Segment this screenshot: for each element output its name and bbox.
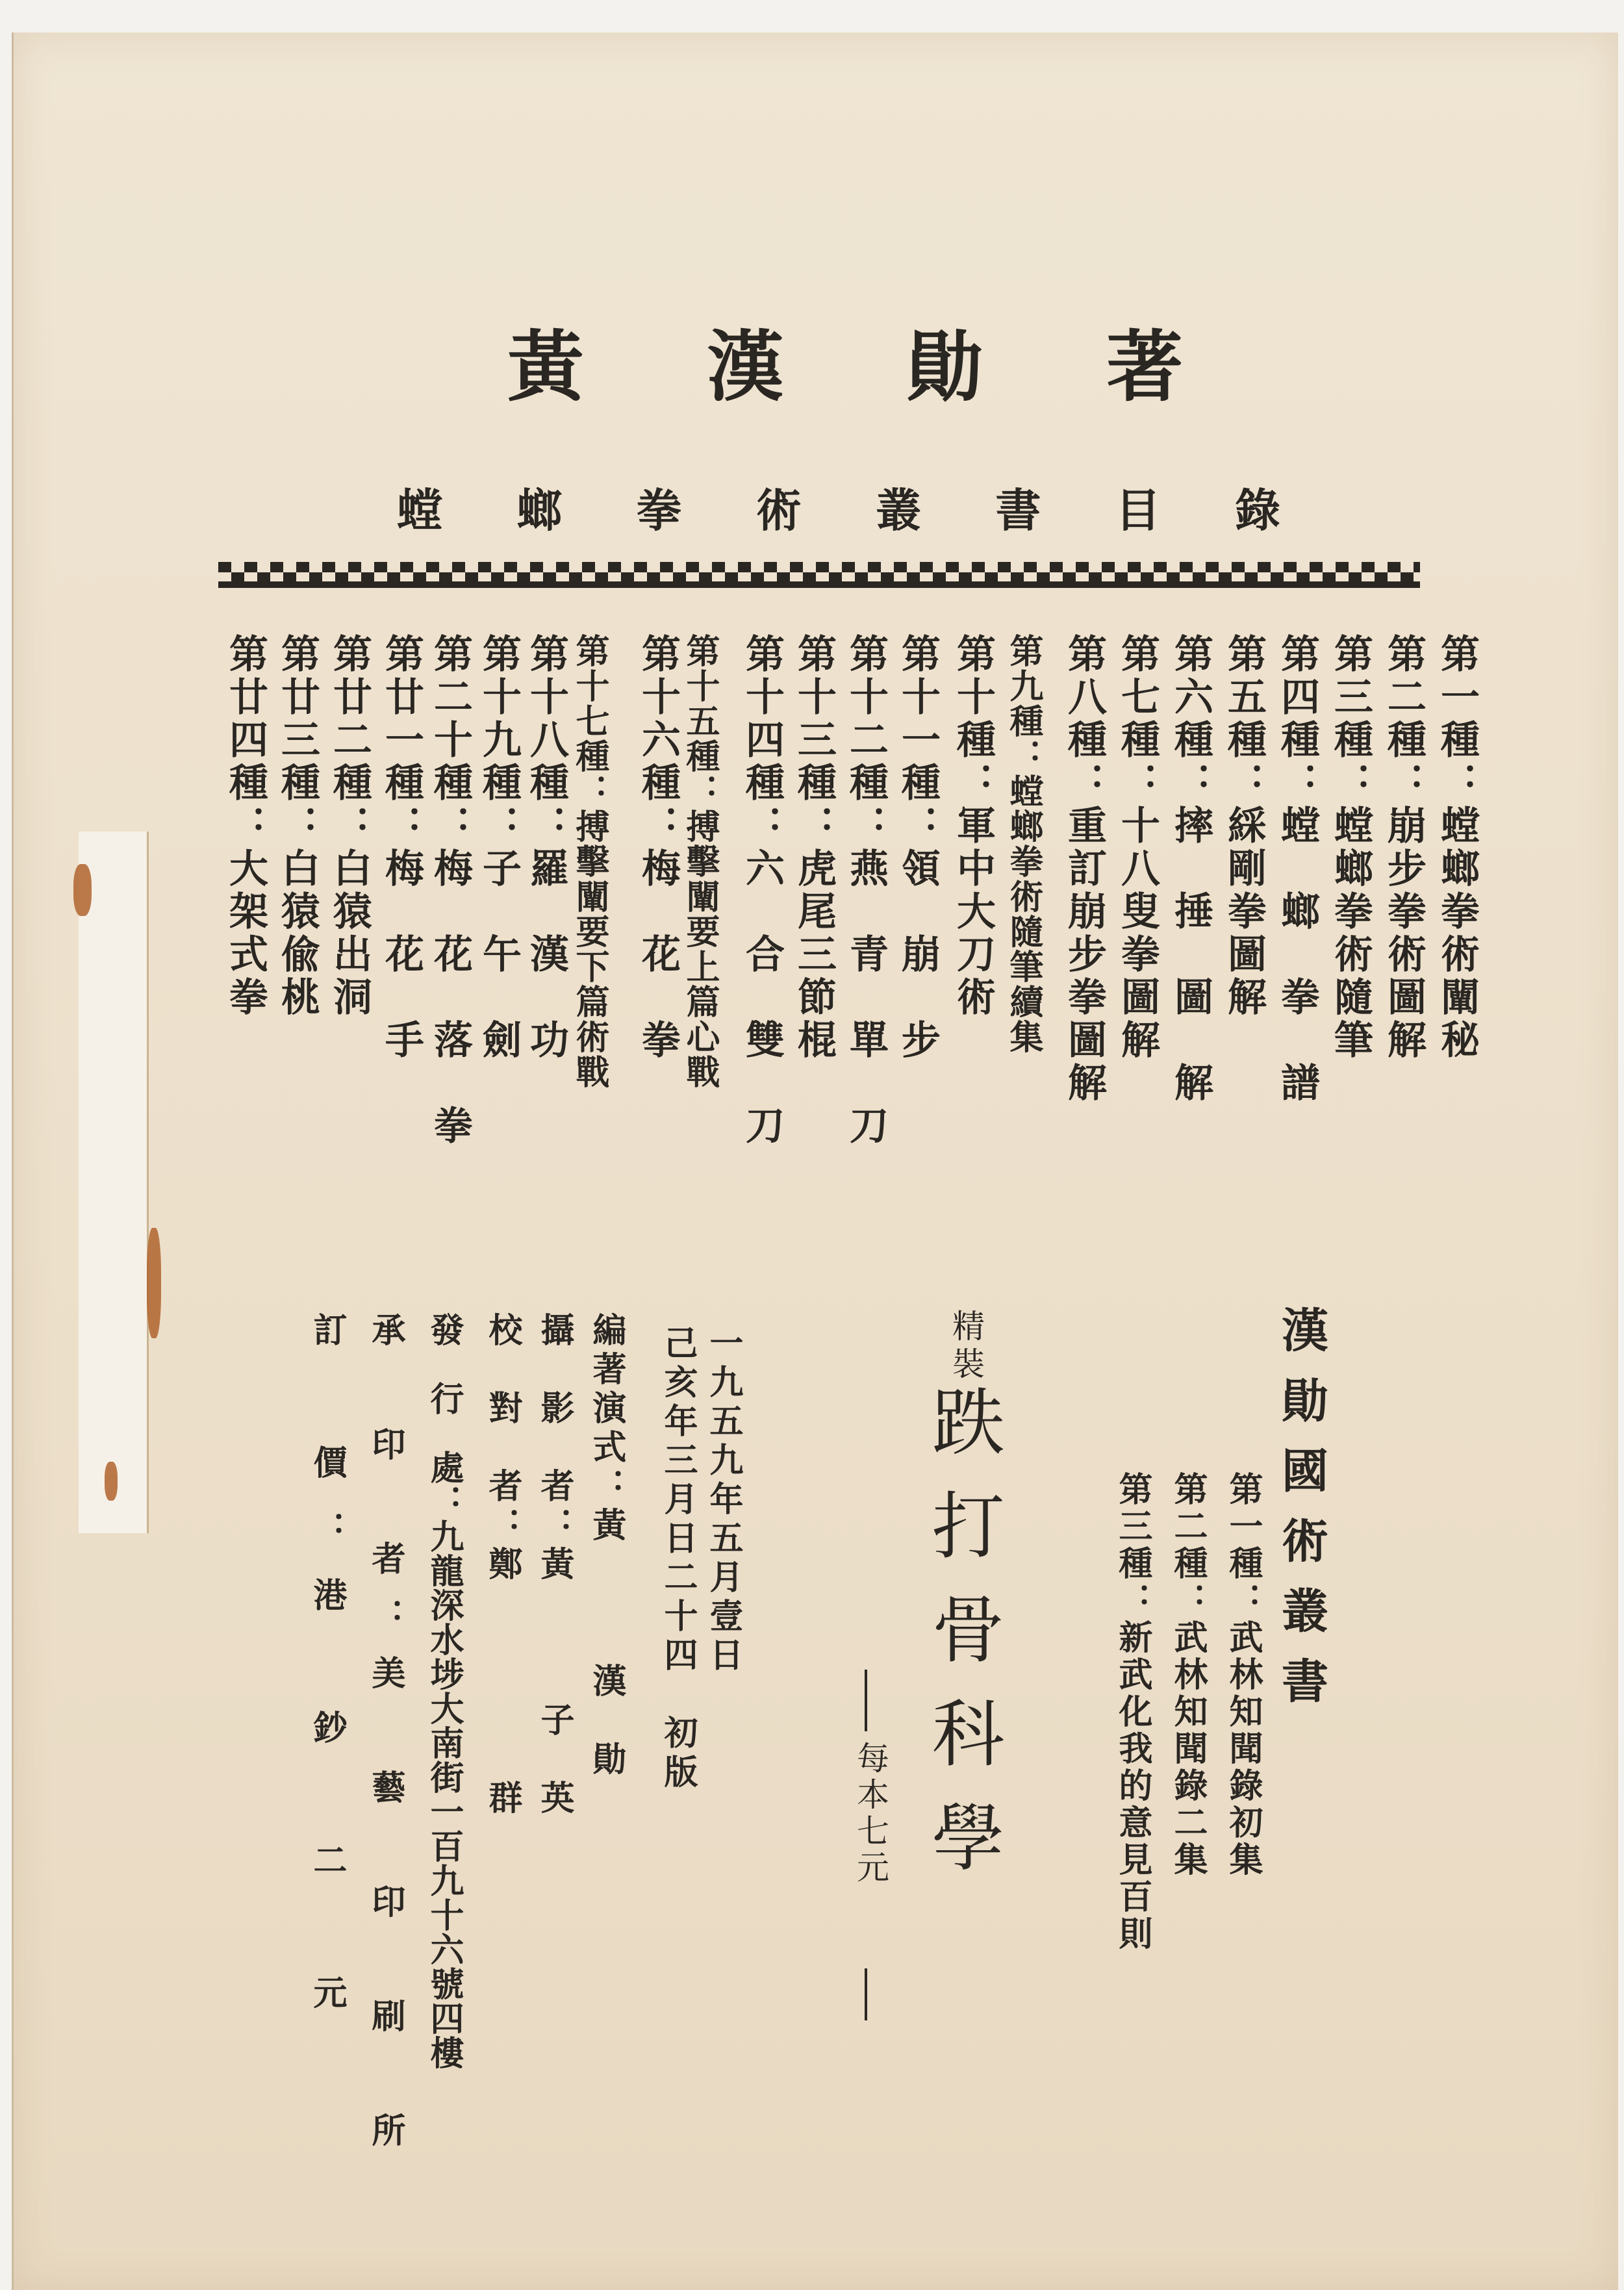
toc-item: 第五種：綵剛拳圖解	[1221, 633, 1267, 1019]
subtitle-char: 拳	[636, 483, 682, 537]
toc-item: 第十二種：燕 青 單 刀	[843, 633, 889, 1148]
toc-item: 第二種：崩步拳術圖解	[1381, 633, 1427, 1062]
toc-item: 第三種：螳螂拳術隨筆	[1328, 633, 1373, 1062]
toc-item: 第四種：螳 螂 拳 譜	[1275, 633, 1320, 1105]
subtitle-char: 錄	[1234, 483, 1280, 537]
colophon-line: 發 行 處：九龍深水埗大南街一百九十六號四樓	[424, 1312, 464, 2070]
series-item: 第二種：武林知聞錄二集	[1168, 1471, 1208, 1879]
decorative-border	[218, 562, 1420, 592]
colophon-line: 訂 價：港 鈔 二 元	[307, 1312, 347, 2041]
subtitle-char: 螳	[397, 483, 442, 537]
catalog-subtitle	[397, 474, 1280, 540]
rust-stain	[73, 864, 92, 916]
binding-label: 精裝	[947, 1309, 985, 1384]
subtitle-char: 書	[995, 483, 1041, 537]
book-page	[12, 32, 1618, 2290]
author-char: 著	[1106, 322, 1183, 412]
author-char: 勛	[906, 322, 983, 412]
toc-item: 第廿二種：白猿出洞	[327, 633, 372, 1019]
toc-item: 第十九種：子 午 劍	[476, 633, 522, 1062]
book-title: 跌打骨科學	[920, 1384, 1004, 1903]
toc-item: 第一種：螳螂拳術闡秘	[1434, 633, 1480, 1062]
rust-stain	[105, 1462, 118, 1501]
series-title: 漢勛國術叢書	[1274, 1306, 1329, 1727]
toc-item: 第十三種：虎尾三節棍	[791, 633, 837, 1062]
toc-item: 第十六種：梅 花 拳	[635, 633, 681, 1062]
toc-item: 第八種：重訂崩步拳圖解	[1061, 633, 1107, 1105]
toc-item: 第二十種：梅 花 落 拳	[427, 633, 473, 1148]
toc-item: 第廿四種：大架式拳	[223, 633, 268, 1019]
toc-item: 第十八種：羅 漢 功	[524, 633, 569, 1062]
author-line	[507, 305, 1183, 416]
colophon-line: 承 印 者：美 藝 印 刷 所	[366, 1312, 405, 2170]
price-label: 每本七元	[852, 1741, 889, 1887]
series-item: 第三種：新武化我的意見百則	[1113, 1471, 1152, 1953]
toc-item: 第十五種：搏擊闡要上篇心戰	[680, 633, 720, 1089]
toc-item: 第廿一種：梅 花 手	[379, 633, 424, 1062]
colophon-line: 己亥年三月日二十四 初版	[658, 1325, 698, 1793]
toc-item: 第九種：螳螂拳術隨筆續集	[1004, 633, 1043, 1054]
torn-spine-edge	[79, 832, 149, 1533]
toc-item: 第十種：軍中大刀術	[950, 633, 996, 1019]
colophon-line: 校 對 者：鄭 群	[483, 1312, 522, 1819]
subtitle-char: 叢	[876, 483, 922, 537]
subtitle-char: 螂	[516, 483, 563, 537]
author-char: 黃	[507, 322, 585, 412]
author-char: 漢	[707, 322, 784, 412]
colophon-line: 編著演式：黃 漢 勛	[587, 1312, 626, 1780]
colophon-line: 攝 影 者：黃 子 英	[535, 1312, 574, 1819]
price-rule-bottom	[865, 1968, 867, 2020]
price-rule-top	[865, 1670, 867, 1731]
colophon-line: 一九五九年五月壹日	[704, 1325, 743, 1676]
toc-list	[215, 633, 1478, 1166]
toc-item: 第廿三種：白猿偸桃	[275, 633, 320, 1019]
toc-item: 第十一種：領 崩 步	[895, 633, 941, 1062]
rust-stain	[147, 1228, 161, 1338]
subtitle-char: 目	[1115, 483, 1161, 537]
toc-item: 第七種：十八叟拳圖解	[1115, 633, 1160, 1062]
toc-item: 第十四種：六 合 雙 刀	[739, 633, 785, 1148]
series-item: 第一種：武林知聞錄初集	[1223, 1471, 1263, 1879]
toc-item: 第六種：摔 捶 圖 解	[1168, 633, 1213, 1105]
toc-item: 第十七種：搏擊闡要下篇術戰	[570, 633, 609, 1089]
subtitle-char: 術	[755, 483, 802, 537]
